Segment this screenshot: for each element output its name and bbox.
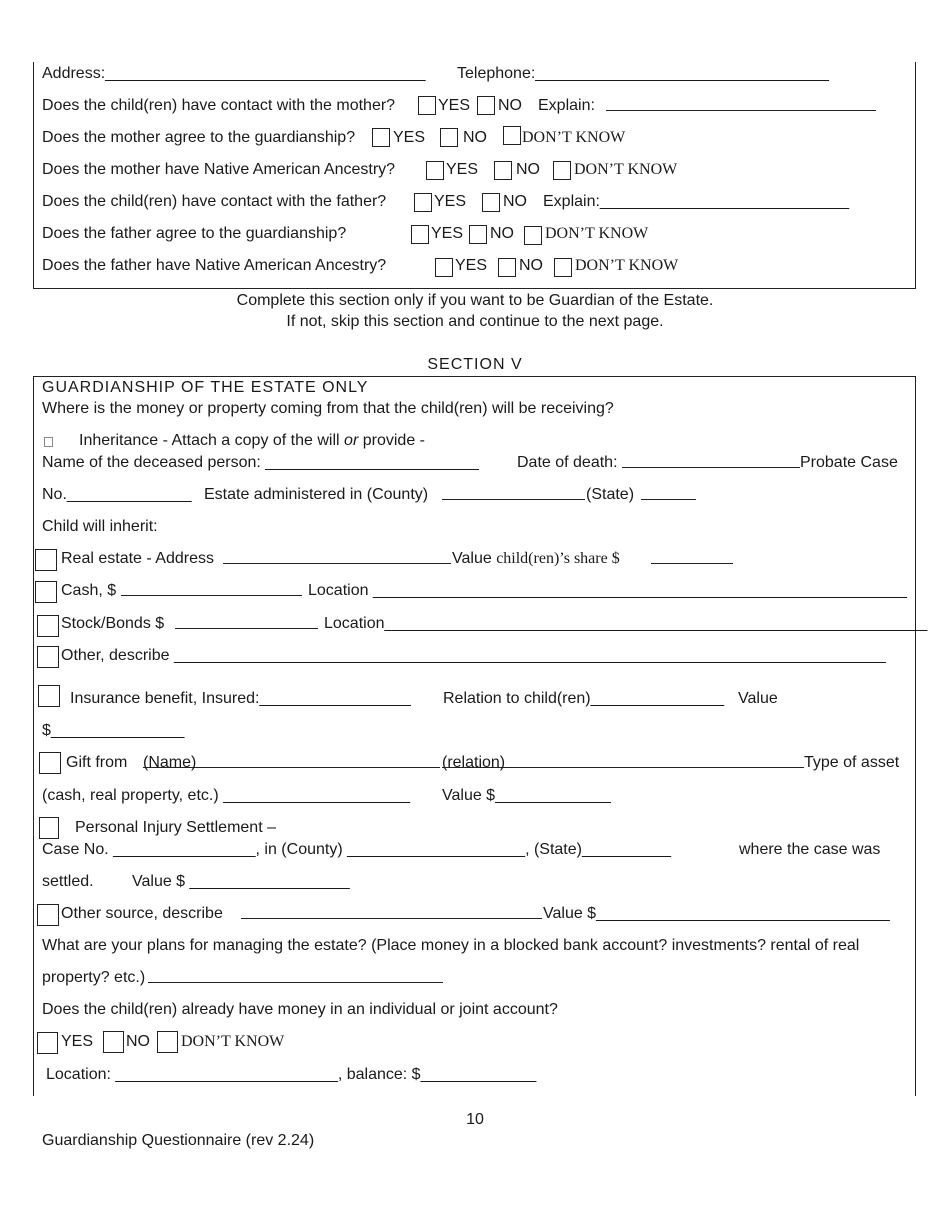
type-of-asset-label: Type of asset	[804, 754, 900, 771]
no-label: NO	[126, 1033, 150, 1050]
mother-native-no-checkbox[interactable]	[494, 161, 512, 180]
gift-from-label: Gift from	[66, 754, 128, 771]
form-name: Guardianship Questionnaire (rev 2.24)	[42, 1132, 315, 1149]
real-estate-address-field[interactable]	[223, 549, 451, 564]
insurance-checkbox[interactable]	[38, 685, 60, 707]
q-mother-agree: Does the mother agree to the guardianship?	[42, 129, 356, 146]
dontknow-label: DON’T KNOW	[181, 1033, 285, 1050]
insurance-insured-field[interactable]: Insurance benefit, Insured:_________________	[70, 690, 411, 707]
existing-money-yes-checkbox[interactable]	[37, 1032, 58, 1054]
section-heading: SECTION V	[427, 356, 523, 373]
yes-label: YES	[455, 257, 488, 274]
settlement-value-field[interactable]: Value $ __________________	[132, 873, 350, 890]
real-estate-checkbox[interactable]	[35, 549, 57, 571]
dontknow-label: DON’T KNOW	[575, 257, 679, 274]
inheritance-checkbox[interactable]	[44, 437, 53, 447]
q-money-source: Where is the money or property coming from that the child(ren) will be receiving?	[42, 400, 614, 417]
cash-checkbox[interactable]	[35, 581, 57, 603]
probate-case-no-field[interactable]: No.______________	[42, 486, 192, 503]
real-estate-share-field[interactable]	[651, 549, 733, 564]
no-label: NO	[490, 225, 514, 242]
no-label: NO	[519, 257, 543, 274]
personal-injury-checkbox[interactable]	[39, 817, 59, 839]
yes-label: YES	[431, 225, 464, 242]
child-will-inherit-label: Child will inherit:	[42, 518, 158, 535]
mother-agree-no-checkbox[interactable]	[440, 128, 458, 147]
q-contact-father: Does the child(ren) have contact with the father?	[42, 193, 387, 210]
father-agree-no-checkbox[interactable]	[469, 225, 487, 244]
other-inherit-checkbox[interactable]	[37, 646, 59, 668]
inheritance-label: Inheritance - Attach a copy of the will or provide -	[79, 432, 425, 449]
telephone-field[interactable]: Telephone:_________________________________	[457, 65, 829, 82]
father-native-no-checkbox[interactable]	[498, 258, 516, 277]
q-father-native: Does the father have Native American Ancestry?	[42, 257, 387, 274]
account-location-balance-field[interactable]: Location: _________________________, balance: $_____________	[46, 1066, 537, 1083]
page-number: 10	[466, 1111, 484, 1128]
settled-label: settled.	[42, 873, 94, 890]
date-of-death-field[interactable]	[622, 453, 800, 468]
plans-question: What are your plans for managing the estate? (Place money in a blocked bank account? investments? rental of real	[42, 937, 860, 954]
dontknow-label: DON’T KNOW	[522, 129, 626, 146]
insurance-value-label: Value	[738, 690, 778, 707]
dontknow-label: DON’T KNOW	[574, 161, 678, 178]
gift-value-field[interactable]: Value $_____________	[442, 787, 611, 804]
other-describe-field[interactable]: Other, describe ________________________________________________________________________________	[61, 647, 886, 664]
explain-father-field[interactable]: Explain:____________________________	[543, 193, 850, 210]
address-field[interactable]: Address:____________________________________	[42, 65, 426, 82]
cash-location-field[interactable]: Location ____________________________________________________________	[308, 582, 907, 599]
insurance-value-field[interactable]: $_______________	[42, 722, 185, 739]
cash-label: Cash, $	[61, 582, 117, 599]
existing-money-no-checkbox[interactable]	[103, 1031, 124, 1053]
where-case-label: where the case was	[739, 841, 881, 858]
no-label: NO	[503, 193, 527, 210]
other-source-checkbox[interactable]	[37, 904, 59, 926]
plans-field[interactable]	[148, 968, 443, 983]
mother-native-yes-checkbox[interactable]	[426, 161, 444, 180]
existing-money-dontknow-checkbox[interactable]	[157, 1031, 178, 1053]
stock-bonds-label: Stock/Bonds $	[61, 615, 165, 632]
no-label: NO	[498, 97, 522, 114]
gift-name-caption: (Name)	[143, 754, 197, 771]
real-estate-label: Real estate - Address	[61, 550, 214, 567]
explain-label: Explain:	[538, 97, 595, 114]
yes-label: YES	[61, 1033, 94, 1050]
yes-label: YES	[438, 97, 471, 114]
gift-relation-caption: (relation)	[442, 754, 506, 771]
father-native-dontknow-checkbox[interactable]	[554, 258, 572, 277]
probate-case-label: Probate Case	[800, 454, 898, 471]
dontknow-label: DON’T KNOW	[545, 225, 649, 242]
other-source-field[interactable]	[241, 904, 542, 919]
estate-notice-line2: If not, skip this section and continue to the next page.	[286, 313, 664, 330]
contact-mother-no-checkbox[interactable]	[477, 96, 495, 115]
other-source-value-field[interactable]: Value $_________________________________	[543, 905, 890, 922]
contact-mother-yes-checkbox[interactable]	[418, 96, 436, 115]
yes-label: YES	[446, 161, 479, 178]
no-label: NO	[463, 129, 487, 146]
deceased-name-field[interactable]: Name of the deceased person: ________________________	[42, 454, 479, 471]
case-details-field[interactable]: Case No. ________________, in (County) ____________________, (State)__________	[42, 841, 671, 858]
estate-state-label: (State)	[586, 486, 635, 503]
plans-question-cont: property? etc.)	[42, 969, 146, 986]
estate-county-label: Estate administered in (County)	[204, 486, 429, 503]
stock-bonds-amount-field[interactable]	[175, 614, 318, 629]
mother-agree-yes-checkbox[interactable]	[372, 128, 390, 147]
real-estate-value-label: Value child(ren)’s share $	[452, 550, 620, 567]
contact-father-yes-checkbox[interactable]	[414, 193, 432, 212]
existing-money-question: Does the child(ren) already have money in an individual or joint account?	[42, 1001, 558, 1018]
stock-bonds-checkbox[interactable]	[37, 615, 59, 637]
stock-bonds-location-field[interactable]: Location_____________________________________________________________	[324, 615, 928, 632]
personal-injury-label: Personal Injury Settlement –	[75, 819, 276, 836]
explain-mother-field[interactable]	[606, 96, 876, 111]
estate-notice-line1: Complete this section only if you want to be Guardian of the Estate.	[236, 292, 714, 309]
other-source-label: Other source, describe	[61, 905, 223, 922]
yes-label: YES	[434, 193, 467, 210]
insurance-relation-field[interactable]: Relation to child(ren)_______________	[443, 690, 725, 707]
contact-father-no-checkbox[interactable]	[482, 193, 500, 212]
section-title: GUARDIANSHIP OF THE ESTATE ONLY	[42, 379, 369, 396]
no-label: NO	[516, 161, 540, 178]
yes-label: YES	[393, 129, 426, 146]
father-agree-yes-checkbox[interactable]	[411, 225, 429, 244]
father-native-yes-checkbox[interactable]	[435, 258, 453, 277]
mother-agree-dontknow-checkbox[interactable]	[503, 126, 521, 145]
q-father-agree: Does the father agree to the guardianship?	[42, 225, 347, 242]
date-of-death-label: Date of death:	[517, 454, 618, 471]
q-contact-mother: Does the child(ren) have contact with the mother?	[42, 97, 396, 114]
estate-state-field[interactable]	[641, 485, 696, 500]
cash-amount-field[interactable]	[121, 581, 302, 596]
father-agree-dontknow-checkbox[interactable]	[524, 226, 542, 245]
asset-type-field[interactable]: (cash, real property, etc.) _____________________	[42, 787, 410, 804]
gift-checkbox[interactable]	[39, 752, 61, 774]
q-mother-native: Does the mother have Native American Ancestry?	[42, 161, 396, 178]
estate-county-field[interactable]	[442, 485, 585, 500]
mother-native-dontknow-checkbox[interactable]	[553, 161, 571, 180]
